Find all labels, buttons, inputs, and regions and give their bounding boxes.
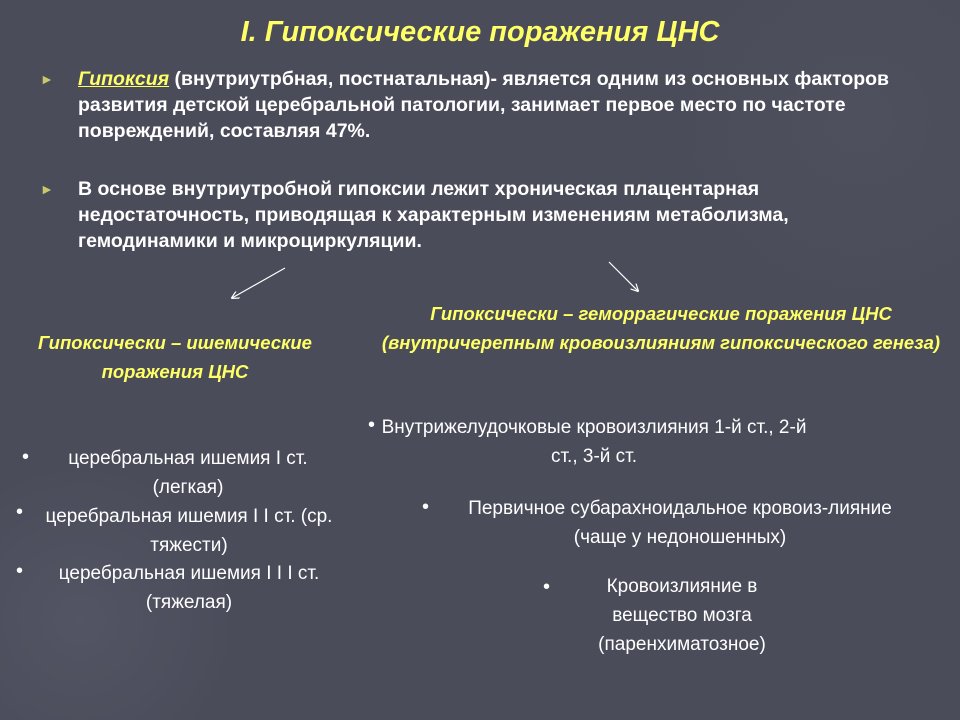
hypoxia-term: Гипоксия [78, 68, 170, 90]
arrow-to-ischemic-icon [232, 268, 285, 298]
arrow-bullet-icon: ► [40, 181, 54, 197]
hemorrhagic-item-3: Кровоизлияние в вещество мозга (паренхиматозное) [598, 576, 766, 655]
hemorrhagic-heading: Гипоксически – геморрагические поражения ЦНС (внутричерепным кровоизлияниям гипоксического генеза) [381, 303, 941, 353]
arrow-to-hemorrhagic-icon [609, 262, 638, 291]
intro-point-placenta-text: В основе внутриутробной гипоксии лежит хроническая плацентарная недостаточность, приводящая к характерным изменениям метаболизма, гемодинамики и микроциркуляции. [78, 178, 789, 252]
list-bullet-icon: • [543, 576, 551, 598]
ischemic-item-3: церебральная ишемия I I I ст. (тяжелая) [58, 563, 320, 613]
hemorrhagic-item-2: Первичное субарахноидальное кровоиз-лияние (чаще у недоношенных) [468, 498, 892, 548]
ischemic-item-2: церебральная ишемия I I ст. (ср. тяжести) [45, 506, 333, 556]
list-bullet-icon: • [22, 446, 30, 468]
arrow-bullet-icon: ► [40, 71, 54, 87]
list-bullet-icon: • [16, 560, 24, 582]
slide-title: I. Гипоксические поражения ЦНС [240, 16, 720, 48]
hypoxia-description: (внутриутрбная, постнатальная)- является одним из основных факторов развития детской церебральной патологии, занимает первое место по частоте повреждений, составляя 47%. [78, 68, 890, 142]
ischemic-heading: Гипоксически – ишемические поражения ЦНС [38, 332, 312, 382]
hemorrhagic-item-1: Внутрижелудочковые кровоизлияния 1-й ст., 2-й ст., 3-й ст. [381, 417, 807, 467]
list-bullet-icon: • [368, 414, 376, 436]
ischemic-item-1: церебральная ишемия I ст. (легкая) [68, 448, 308, 498]
list-bullet-icon: • [422, 496, 430, 518]
list-bullet-icon: • [16, 501, 24, 523]
